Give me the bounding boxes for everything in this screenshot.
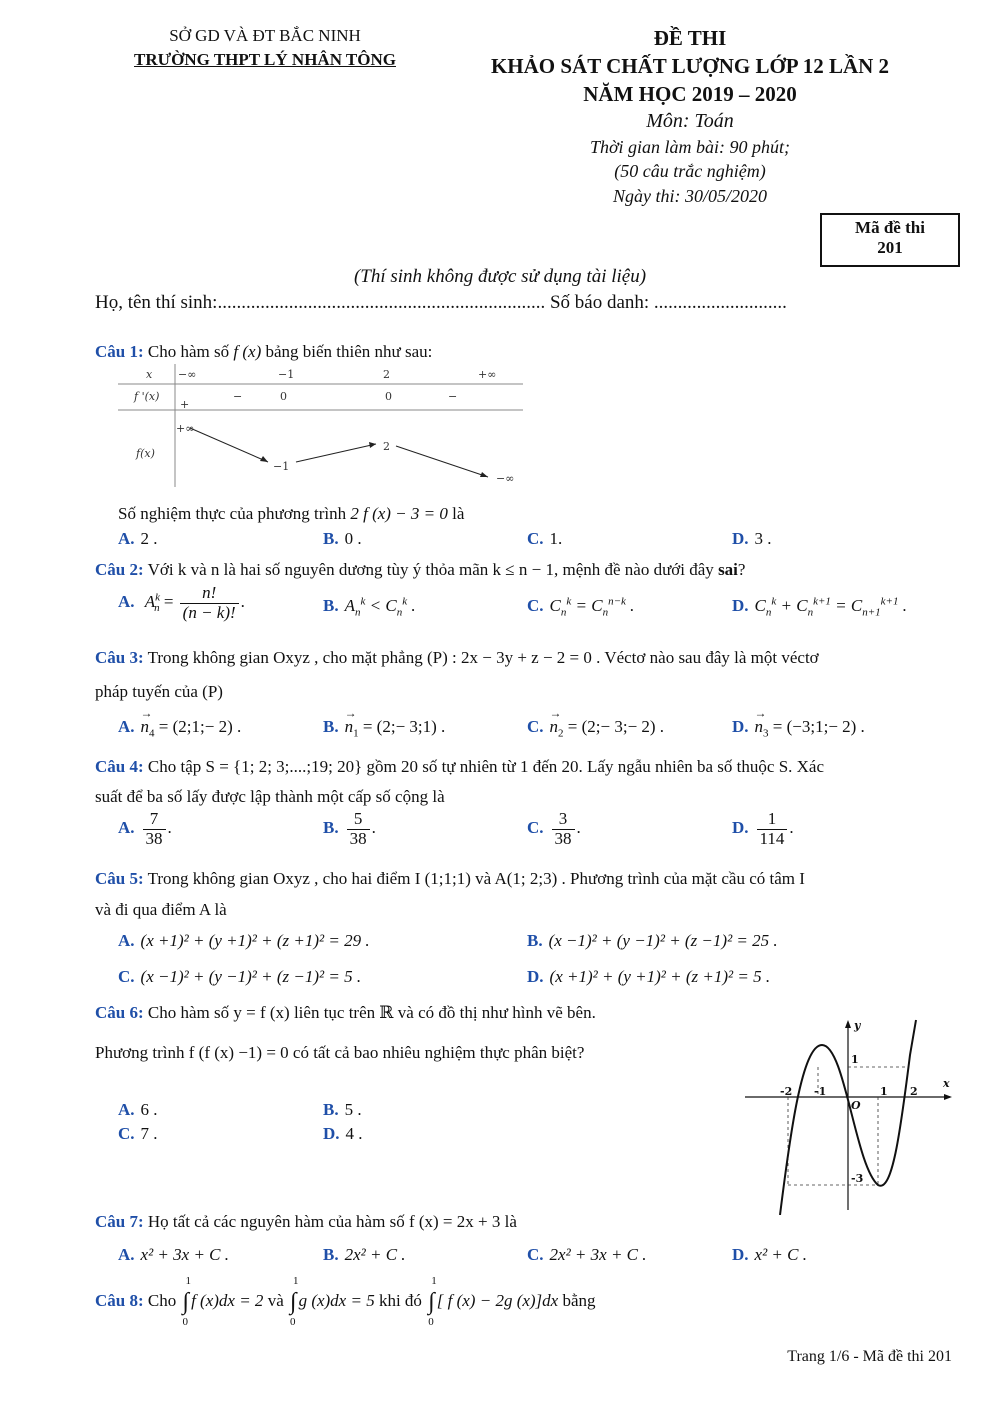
- option-text: = (−3;1;− 2) .: [768, 717, 865, 736]
- option-letter: A.: [118, 1245, 135, 1264]
- q1-question: [118, 504, 464, 524]
- question-count: (50 câu trắc nghiệm): [614, 161, 766, 181]
- graph-x-label: x: [943, 1077, 950, 1090]
- q6-option-b[interactable]: [323, 1100, 362, 1120]
- q4-option-c[interactable]: C. $\frac{3}{38}$ .: [527, 809, 581, 848]
- fraction-denominator: 38: [554, 828, 572, 848]
- option-letter: C.: [527, 1245, 544, 1264]
- q1-text-b: bảng biến thiên như sau:: [265, 342, 433, 361]
- option-letter: C.: [527, 595, 544, 615]
- q3-option-a[interactable]: [118, 717, 241, 739]
- q3-line2: pháp tuyến của (P): [95, 682, 223, 701]
- q6-line1: Cho hàm số y = f (x) liên tục trên ℝ và có đồ thị như hình vẽ bên.: [147, 1003, 596, 1022]
- q7-option-c[interactable]: [527, 1245, 647, 1265]
- q1-text-a: Cho hàm số: [147, 342, 230, 361]
- question-6-label: Câu 6:: [95, 1003, 144, 1022]
- q1-option-d[interactable]: [732, 529, 772, 549]
- department-name: SỞ GD VÀ ĐT BẮC NINH: [169, 26, 361, 45]
- option-text: x² + 3x + C .: [140, 1245, 230, 1264]
- exam-code-value: 201: [877, 238, 903, 257]
- q2a-fraction: [180, 584, 239, 622]
- vt-plus: +: [180, 398, 190, 411]
- no-materials-note: (Thí sinh không được sử dụng tài liệu): [353, 266, 647, 287]
- question-1-label: Câu 1:: [95, 342, 144, 361]
- q4-option-d[interactable]: D. $\frac{1}{114}$ .: [732, 809, 794, 848]
- graph-x-one: 1: [880, 1085, 888, 1098]
- option-letter: A.: [118, 717, 135, 736]
- option-text: 2 .: [140, 529, 158, 548]
- exam-title: ĐỀ THI: [653, 26, 727, 50]
- vt-val-2: 2: [383, 440, 390, 453]
- option-letter: A.: [118, 529, 135, 548]
- question-3-prompt: [95, 648, 819, 668]
- q5-line2: và đi qua điểm A là: [95, 900, 227, 919]
- option-text: $C_n^k = C_n^{n-k}$ .: [549, 595, 635, 619]
- q2-option-a[interactable]: A. $A^k_n$ = $\frac{n!}{(n - k)!}$ .: [118, 583, 245, 622]
- vt-minus2: −: [448, 390, 458, 403]
- option-letter: A.: [118, 931, 135, 950]
- exam-date: Ngày thi: 30/05/2020: [613, 186, 767, 206]
- duration: Thời gian làm bài: 90 phút;: [589, 137, 791, 157]
- option-letter: B.: [323, 818, 339, 838]
- vt-m1: −1: [278, 368, 295, 381]
- option-text: $A_n^k < C_n^k$ .: [344, 595, 416, 619]
- q2-text: Với k và n là hai số nguyên dương tùy ý thỏa mãn k ≤ n − 1, mệnh đề nào dưới đây: [147, 560, 714, 579]
- vt-two: 2: [383, 368, 390, 381]
- option-text: (x +1)² + (y +1)² + (z +1)² = 29 .: [140, 931, 370, 950]
- option-text: 4 .: [345, 1124, 363, 1143]
- fraction-denominator: (n − k)!: [182, 602, 236, 622]
- option-letter: B.: [323, 529, 339, 548]
- q7-option-d[interactable]: [732, 1245, 807, 1265]
- integral-sign: ∫ 1 0: [182, 1275, 191, 1328]
- question-5-label: Câu 5:: [95, 869, 144, 888]
- option-letter: D.: [732, 595, 749, 615]
- option-text: (x −1)² + (y −1)² + (z −1)² = 25 .: [548, 931, 778, 950]
- question-2-prompt: [95, 560, 745, 580]
- vt-val-m1: −1: [273, 460, 290, 473]
- option-text: 2x² + 3x + C .: [549, 1245, 647, 1264]
- graph-origin: O: [851, 1099, 861, 1112]
- q1-option-c[interactable]: [527, 529, 562, 549]
- question-8-prompt: [95, 1275, 596, 1328]
- fraction-numerator: 1: [757, 810, 788, 830]
- graph-y-one: 1: [851, 1053, 859, 1066]
- normal-vector: → n: [755, 717, 764, 737]
- option-text: $C_n^k + C_n^{k+1} = C_{n+1}^{k+1}$ .: [754, 595, 907, 619]
- vt-pos-inf: +∞: [478, 368, 497, 381]
- option-text: = (2;− 3;1) .: [358, 717, 446, 736]
- vt-neg-inf: −∞: [178, 368, 197, 381]
- function-graph: [740, 1015, 955, 1215]
- option-letter: D.: [732, 717, 749, 736]
- option-text: (x +1)² + (y +1)² + (z +1)² = 5 .: [549, 967, 771, 986]
- variation-table: [118, 362, 528, 492]
- q1-option-a[interactable]: [118, 529, 158, 549]
- q3-option-b[interactable]: [323, 717, 445, 739]
- option-text: 6 .: [140, 1100, 158, 1119]
- integral-lower: 0: [182, 1316, 188, 1328]
- question-8-label: Câu 8:: [95, 1290, 144, 1310]
- q1-option-b[interactable]: [323, 529, 362, 549]
- vector-index: 4: [149, 727, 155, 740]
- q7-option-a[interactable]: [118, 1245, 229, 1265]
- option-letter: B.: [323, 1245, 339, 1264]
- q6-option-c[interactable]: [118, 1124, 158, 1144]
- vt-top-left: +∞: [176, 422, 195, 435]
- question-7-prompt: [95, 1212, 517, 1232]
- q7-option-b[interactable]: [323, 1245, 406, 1265]
- q8-expr-3: [ f (x) − 2g (x)]dx: [436, 1290, 559, 1310]
- fraction-denominator: 114: [759, 828, 785, 848]
- option-letter: A.: [118, 1100, 135, 1119]
- q8-text-1: Cho: [147, 1290, 177, 1310]
- normal-vector: → n: [550, 717, 559, 737]
- option-letter: D.: [527, 967, 544, 986]
- q5-line1: Trong không gian Oxyz , cho hai điểm I (1;1;1) và A(1; 2;3) . Phương trình của mặt cầu có tâm I: [147, 869, 805, 888]
- q6-line2: Phương trình f (f (x) −1) = 0 có tất cả bao nhiêu nghiệm thực phân biệt?: [95, 1043, 585, 1062]
- vt-minus1: −: [233, 390, 243, 403]
- option-text: (x −1)² + (y −1)² + (z −1)² = 5 .: [140, 967, 362, 986]
- option-letter: B.: [323, 1100, 339, 1119]
- question-4-prompt: [95, 757, 824, 777]
- graph-y-label: y: [854, 1019, 861, 1032]
- q4-line2: suất để ba số lấy được lập thành một cấp số cộng là: [95, 787, 445, 806]
- q6-option-d[interactable]: [323, 1124, 363, 1144]
- option-letter: C.: [527, 529, 544, 548]
- option-letter: D.: [323, 1124, 340, 1143]
- option-text: 5 .: [344, 1100, 362, 1119]
- q3-option-d[interactable]: [732, 717, 865, 739]
- option-letter: B.: [323, 595, 339, 615]
- integral-upper: 1: [185, 1275, 191, 1287]
- option-text: 7 .: [140, 1124, 158, 1143]
- q4-line1: Cho tập S = {1; 2; 3;....;19; 20} gồm 20 số tự nhiên từ 1 đến 20. Lấy ngẫu nhiên ba số thuộc S. Xác: [147, 757, 825, 776]
- integral-lower: 0: [289, 1316, 296, 1328]
- question-5-prompt: [95, 869, 805, 889]
- question-1-prompt: [95, 342, 432, 362]
- integral-sign: ∫ 1 0: [289, 1275, 299, 1328]
- school-year: NĂM HỌC 2019 – 2020: [583, 82, 797, 106]
- q1-suffix: là: [452, 504, 465, 523]
- integral-sign: ∫ 1 0: [428, 1275, 437, 1328]
- option-text: 3 .: [754, 529, 772, 548]
- option-text: 2x² + C .: [344, 1245, 406, 1264]
- option-letter: D.: [732, 818, 749, 838]
- option-text: 1.: [549, 529, 563, 548]
- question-3-label: Câu 3:: [95, 648, 144, 667]
- graph-x-m2: -2: [780, 1085, 793, 1098]
- q2a-lhs: A: [144, 592, 156, 612]
- vt-f-label: f(x): [136, 447, 155, 460]
- q8-expr-2: g (x)dx = 5: [298, 1290, 375, 1310]
- option-letter: C.: [527, 818, 544, 838]
- q8-text-4: bằng: [562, 1290, 596, 1310]
- graph-x-m1: -1: [814, 1085, 827, 1098]
- fraction-numerator: 7: [143, 810, 166, 830]
- q2-emphasis: sai: [718, 560, 738, 579]
- option-letter: D.: [732, 529, 749, 548]
- normal-vector: → n: [345, 717, 354, 737]
- candidate-info-line: Họ, tên thí sinh:..................................................................... Số báo danh: ............................: [95, 292, 787, 313]
- fraction-numerator: 3: [552, 810, 575, 830]
- question-6-prompt: [95, 1003, 596, 1023]
- q5-option-b[interactable]: [527, 931, 778, 951]
- fraction-denominator: 38: [349, 828, 367, 848]
- vt-zero2: 0: [385, 390, 392, 403]
- q8-expr-1: f (x)dx = 2: [191, 1290, 264, 1310]
- option-letter: A.: [118, 818, 135, 838]
- question-7-label: Câu 7:: [95, 1212, 144, 1231]
- option-letter: A.: [118, 592, 135, 612]
- q2-option-d[interactable]: [732, 595, 907, 618]
- q6-option-a[interactable]: [118, 1100, 158, 1120]
- q3-option-c[interactable]: [527, 717, 664, 739]
- vector-index: 3: [763, 727, 769, 740]
- fraction-denominator: 38: [145, 828, 163, 848]
- option-text: = (2;− 3;− 2) .: [563, 717, 665, 736]
- q2-end: ?: [737, 560, 746, 579]
- vt-fp-label: f '(x): [134, 390, 160, 403]
- exam-code-box: [820, 213, 960, 267]
- fraction-numerator: 5: [347, 810, 370, 830]
- q8-text-2: và: [267, 1290, 284, 1310]
- option-letter: C.: [118, 967, 135, 986]
- q3-line1: Trong không gian Oxyz , cho mặt phẳng (P) : 2x − 3y + z − 2 = 0 . Véctơ nào sau đây là một véctơ: [147, 648, 819, 667]
- option-letter: B.: [527, 931, 543, 950]
- q1-equation: 2 f (x) − 3 = 0: [350, 504, 448, 523]
- option-text: 0 .: [344, 529, 362, 548]
- school-name: TRƯỜNG THPT LÝ NHÂN TÔNG: [134, 50, 396, 69]
- option-text: = (2;1;− 2) .: [154, 717, 242, 736]
- vt-x-label: x: [146, 368, 153, 381]
- q7-text: Họ tất cả các nguyên hàm của hàm số f (x) = 2x + 3 là: [147, 1212, 517, 1231]
- question-2-label: Câu 2:: [95, 560, 144, 579]
- exam-subtitle: KHẢO SÁT CHẤT LƯỢNG LỚP 12 LẦN 2: [490, 54, 890, 78]
- option-letter: C.: [118, 1124, 135, 1143]
- integral-upper: 1: [292, 1275, 299, 1287]
- graph-y-m3: -3: [851, 1172, 864, 1185]
- integral-upper: 1: [431, 1275, 437, 1287]
- q2-option-c[interactable]: [527, 595, 634, 618]
- q8-text-3: khi đó: [378, 1290, 422, 1310]
- q1-question-text: Số nghiệm thực của phương trình: [118, 504, 347, 523]
- q4-option-a[interactable]: A. $\frac{7}{38}$ .: [118, 809, 172, 848]
- exam-code-label: Mã đề thi: [855, 218, 925, 237]
- q5-option-a[interactable]: [118, 931, 370, 951]
- question-4-label: Câu 4:: [95, 757, 144, 776]
- integral-lower: 0: [428, 1316, 434, 1328]
- q1-func: f (x): [233, 342, 262, 361]
- subject: Môn: Toán: [646, 110, 734, 132]
- q5-option-c[interactable]: [118, 967, 361, 987]
- q5-option-d[interactable]: [527, 967, 770, 987]
- page-footer: Trang 1/6 - Mã đề thi 201: [787, 1348, 952, 1365]
- q2-option-b[interactable]: [323, 595, 416, 618]
- graph-x-two: 2: [910, 1085, 918, 1098]
- option-letter: D.: [732, 1245, 749, 1264]
- fraction-numerator: n!: [180, 584, 239, 604]
- option-letter: C.: [527, 717, 544, 736]
- vector-index: 1: [353, 727, 359, 740]
- normal-vector: → n: [141, 717, 150, 737]
- vt-bottom-right: −∞: [496, 472, 515, 485]
- q4-option-b[interactable]: B. $\frac{5}{38}$ .: [323, 809, 376, 848]
- option-letter: B.: [323, 717, 339, 736]
- option-text: x² + C .: [754, 1245, 807, 1264]
- vector-index: 2: [558, 727, 564, 740]
- vt-zero1: 0: [280, 390, 287, 403]
